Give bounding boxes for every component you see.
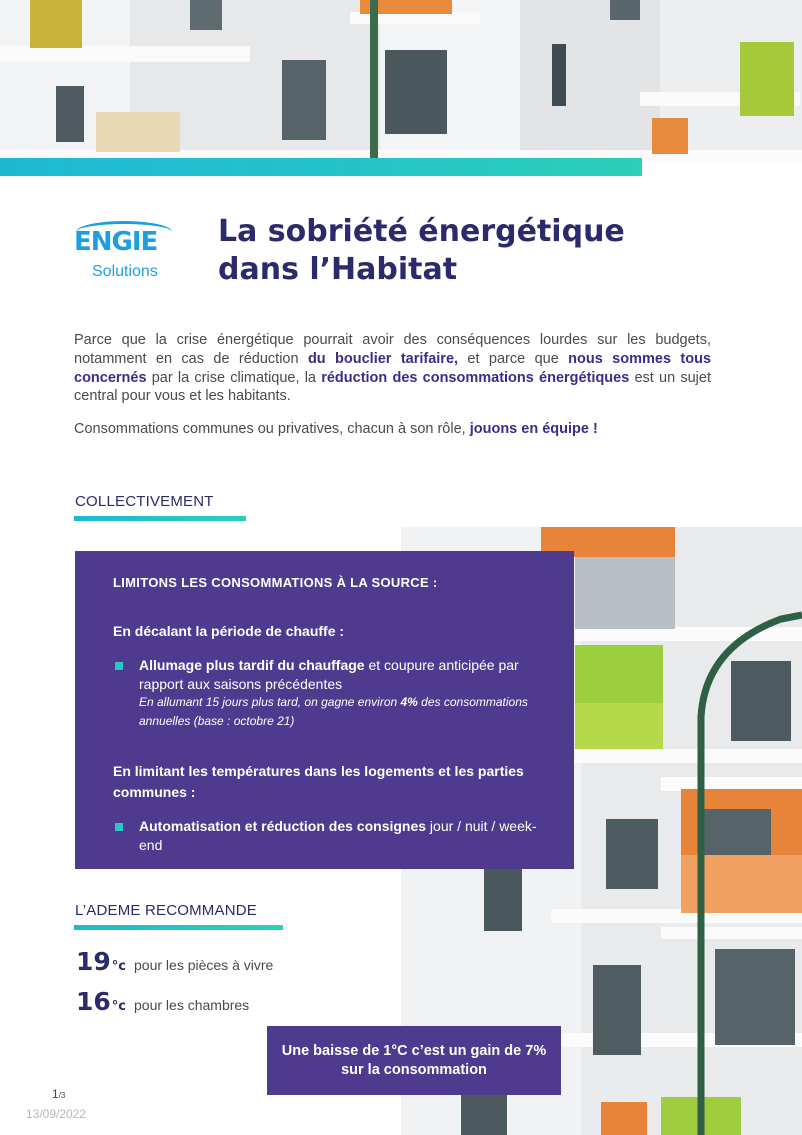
intro-text: Parce que la crise énergétique pourrait avoir des conséquences lourdes sur les budgets, notamment en cas de réduction [74, 332, 711, 367]
intro-text: Consommations communes ou privatives, chacun à son rôle, [74, 421, 470, 437]
title-line-1: La sobriété énergétique [218, 214, 625, 249]
intro-emphasis: jouons en équipe ! [469, 421, 598, 437]
intro-text: et parce que [458, 350, 569, 367]
page-total: /3 [58, 1091, 66, 1100]
bullet-text: jour / nuit / week-end [139, 818, 537, 853]
section-underline [74, 516, 246, 521]
bullet-square-icon [115, 662, 123, 670]
box-subheading-temperatures: En limitant les températures dans les logements et les parties communes : [113, 763, 524, 800]
section-heading-ademe: L’ADEME RECOMMANDE [75, 902, 257, 919]
bullet-bold-text: Allumage plus tardif du chauffage [139, 657, 365, 673]
logo-engie-text: ENGIE [74, 227, 158, 257]
temperature-bedrooms [76, 987, 249, 1016]
temperature-value: 19 [76, 947, 111, 976]
intro-team-paragraph [74, 420, 711, 438]
source-consumption-box [75, 551, 574, 869]
bullet-note-heating [139, 693, 559, 731]
bullet-bold-text: Automatisation et réduction des consignes [139, 818, 427, 834]
section-underline [74, 925, 283, 930]
intro-emphasis: nous sommes tous concernés [74, 350, 712, 386]
temperature-unit: °c [111, 999, 127, 1014]
logo-solutions-text: Solutions [92, 263, 158, 280]
temperature-value: 16 [76, 987, 111, 1016]
box-subheading-heating-period: En décalant la période de chauffe : [113, 623, 345, 639]
savings-callout: Une baisse de 1°C c’est un gain de 7% sur la consommation [267, 1026, 561, 1095]
page-number [52, 1087, 65, 1101]
note-text: En allumant 15 jours plus tard, on gagne environ [139, 695, 401, 709]
bullet-item-heating-delay [139, 656, 559, 694]
note-text: des consommations annuelles (base : octobre 21) [139, 695, 528, 728]
temperature-living-rooms [76, 947, 273, 976]
note-emphasis: 4% [400, 695, 418, 709]
bullet-square-icon [115, 823, 123, 831]
document-date: 13/09/2022 [26, 1107, 87, 1121]
section-heading-collectivement: COLLECTIVEMENT [75, 493, 214, 510]
hero-building-image [0, 0, 802, 162]
hero-accent-band [0, 158, 642, 176]
intro-emphasis: réduction des consommations énergétiques [321, 369, 630, 386]
intro-text: est un sujet central pour vous et les habitants. [74, 369, 711, 405]
temperature-label: pour les chambres [134, 997, 250, 1013]
title-line-2: dans l’Habitat [218, 252, 458, 287]
bullet-text: et coupure anticipée par rapport aux saisons précédentes [139, 657, 519, 692]
engie-solutions-logo [74, 227, 174, 287]
page-title [218, 213, 738, 289]
logo-arc [76, 221, 172, 243]
box-title: LIMITONS LES CONSOMMATIONS À LA SOURCE : [113, 575, 438, 590]
bullet-item-setpoints [139, 817, 559, 855]
temperature-unit: °c [111, 959, 127, 974]
intro-emphasis: du bouclier tarifaire, [307, 350, 459, 367]
intro-text: par la crise climatique, la [146, 369, 322, 386]
intro-paragraph [74, 331, 711, 406]
page-current: 1 [52, 1087, 59, 1101]
temperature-label: pour les pièces à vivre [134, 957, 274, 973]
